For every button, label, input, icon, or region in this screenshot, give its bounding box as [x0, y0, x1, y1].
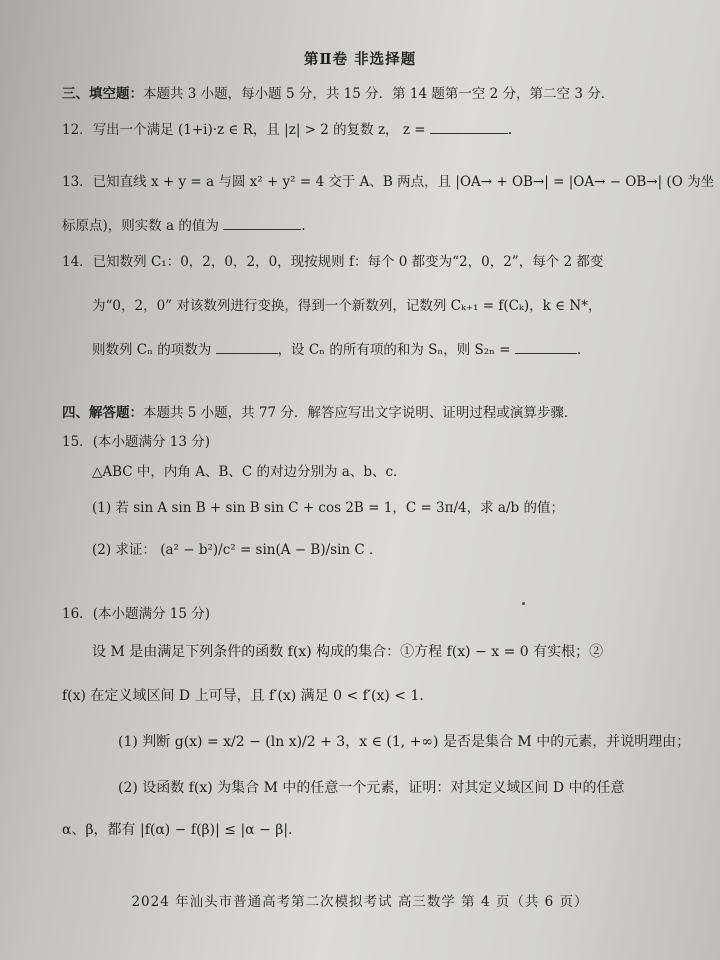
- section3-line: [62, 84, 700, 104]
- q12-answer-blank[interactable]: [430, 121, 508, 134]
- q14-line1: [62, 252, 700, 272]
- q14-line1-text: 已知数列 C₁：0，2，0，2，0，现按规则 f：每个 0 都变为“2，0，2”，每个 2 都变: [92, 254, 604, 270]
- q15-header: [62, 432, 700, 452]
- section4-line: [62, 403, 700, 423]
- q16-stem2: f(x) 在定义域区间 D 上可导，且 f′(x) 满足 0 < f′(x) < 1．: [62, 688, 434, 704]
- q14-line3: [92, 340, 700, 360]
- q12-text: 写出一个满足 (1+i)·z ∈ R，且 |z| > 2 的复数 z， z =: [92, 122, 426, 138]
- q13-number: 13．: [62, 174, 93, 190]
- section4-intro: 本题共 5 小题，共 77 分．解答应写出文字说明、证明过程或演算步骤．: [143, 405, 578, 421]
- q16-part1: (1) 判断 g(x) = x/2 − (ln x)/2 + 3，x ∈ (1, +∞) 是否是集合 M 中的元素，并说明理由；: [118, 734, 691, 750]
- q14-line2: [92, 296, 700, 316]
- q14-number: 14．: [62, 254, 93, 270]
- q14-end: .: [576, 342, 582, 358]
- page-title: 第Ⅱ卷 非选择题: [303, 51, 417, 68]
- q15-score: (本小题满分 13 分): [92, 434, 210, 450]
- q13-line1: [62, 172, 715, 192]
- q16-header: [62, 604, 700, 624]
- q12-number: 12．: [62, 122, 93, 138]
- q15-stem: △ABC 中，内角 A、B、C 的对边分别为 a、b、c．: [92, 464, 407, 480]
- q13-line1-text: 已知直线 x + y = a 与圆 x² + y² = 4 交于 A、B 两点，且 |OA→ + OB→| = |OA→ − OB→| (O 为坐: [92, 174, 715, 190]
- q15-number: 15．: [62, 434, 93, 450]
- q12-end: .: [507, 122, 513, 138]
- q13-answer-blank[interactable]: [223, 217, 301, 230]
- q13-line2-text: 标原点)，则实数 a 的值为: [62, 218, 219, 234]
- q16-part2b: α、β，都有 |f(α) − f(β)| ≤ |α − β|．: [62, 822, 303, 838]
- q13-line2: [62, 216, 700, 236]
- paper-speck: [522, 602, 525, 605]
- q16-part2a: (2) 设函数 f(x) 为集合 M 中的任意一个元素，证明：对其定义域区间 D 中的任意: [118, 780, 625, 796]
- q16-number: 16．: [62, 606, 93, 622]
- section4-heading: 四、解答题：: [62, 405, 143, 421]
- q16-score: (本小题满分 15 分): [92, 606, 210, 622]
- q13-end: .: [301, 218, 306, 234]
- q14-line2-text: 为“0，2，0” 对该数列进行变换，得到一个新数列，记数列 Cₖ₊₁ = f(Cₖ)，k ∈ N*，: [92, 298, 602, 314]
- q14-answer-blank-1[interactable]: [216, 341, 278, 354]
- section3-heading: 三、填空题：: [62, 86, 143, 102]
- q14-line3b-text: ，设 Cₙ 的所有项的和为 Sₙ，则 S₂ₙ =: [277, 342, 511, 358]
- page-footer: 2024 年汕头市普通高考第二次模拟考试 高三数学 第 4 页（共 6 页）: [131, 894, 589, 910]
- q14-answer-blank-2[interactable]: [515, 341, 577, 354]
- q12-line: [62, 120, 700, 140]
- q14-line3a-text: 则数列 Cₙ 的项数为: [92, 342, 212, 358]
- section3-intro: 本题共 3 小题，每小题 5 分，共 15 分．第 14 题第一空 2 分，第二空 3 分．: [143, 86, 615, 102]
- q15-part2: (2) 求证： (a² − b²)/c² = sin(A − B)/sin C ．: [92, 542, 383, 558]
- q16-stem1: 设 M 是由满足下列条件的函数 f(x) 构成的集合：①方程 f(x) − x = 0 有实根；②: [92, 644, 604, 660]
- q15-part1: (1) 若 sin A sin B + sin B sin C + cos 2B = 1，C = 3π/4，求 a/b 的值；: [92, 500, 564, 516]
